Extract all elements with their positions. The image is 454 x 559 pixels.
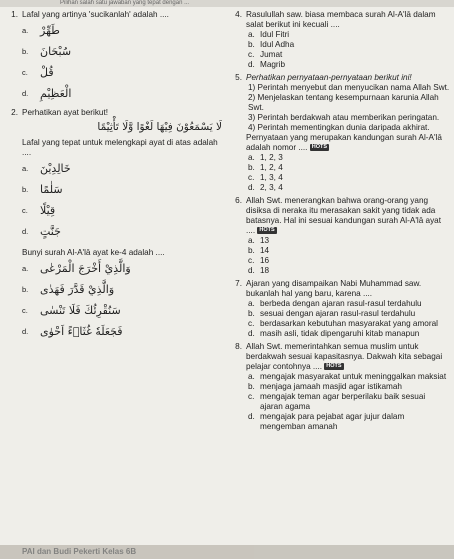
- statement-1: 1) Perintah menyebut dan menyucikan nama Allah Swt.: [248, 83, 450, 92]
- question-number: 2.: [11, 108, 18, 117]
- question-1: [4, 10, 222, 104]
- question-6: [228, 196, 450, 276]
- option-c[interactable]: c. سَنُقْرِئُكَ فَلَا تَنْسٰى: [22, 303, 121, 317]
- question-3: [4, 248, 222, 342]
- option-a[interactable]: a. 13: [248, 236, 270, 245]
- question-number: 4.: [235, 10, 242, 19]
- hots-badge: HOTS: [311, 144, 328, 151]
- question-text: Lafal yang artinya 'sucikanlah' adalah ....: [22, 10, 169, 19]
- option-b[interactable]: b. menjaga jamaah masjid agar istikamah: [248, 382, 402, 391]
- option-b[interactable]: b. sesuai dengan ajaran rasul-rasul terdahulu: [248, 309, 416, 318]
- option-d[interactable]: d. الْعَظِيْمِ: [22, 86, 72, 100]
- question-subtext: Pernyataan yang merupakan kandungan surah Al-A'lā adalah nomor .... HOTS: [246, 133, 442, 152]
- ayat-text: لَا يَسْمَعُوْنَ فِيْهَا لَغْوًا وَّلَا تَأْثِيْمًا: [97, 121, 222, 133]
- option-b[interactable]: b. سُبْحَانَ: [22, 44, 72, 58]
- option-c[interactable]: c. mengajak teman agar berperilaku baik sesuai ajaran agama: [248, 392, 426, 411]
- option-b[interactable]: b. Idul Adha: [248, 40, 295, 49]
- question-text: Allah Swt. menerangkan bahwa orang-orang yang disiksa di neraka itu merasakan sakit yang tidak ada batasnya. Hal ini sesuai kandungan surah Al-A'lā ayat .... HOTS: [246, 196, 442, 235]
- question-number: 1.: [11, 10, 18, 19]
- question-text: Ajaran yang disampaikan Nabi Muhammad saw. bukanlah hal yang baru, karena ....: [246, 279, 422, 298]
- option-d[interactable]: d. جَنَّتٍ: [22, 224, 61, 238]
- option-a[interactable]: a. Idul Fitri: [248, 30, 290, 39]
- header-strip: Pilihan salah satu jawaban yang tepat dengan ...: [0, 0, 454, 7]
- option-d[interactable]: d. 2, 3, 4: [248, 183, 283, 192]
- question-5: [228, 73, 450, 193]
- option-c[interactable]: c. Jumat: [248, 50, 283, 59]
- question-2: [4, 108, 222, 242]
- left-column: [4, 10, 222, 345]
- question-text: Rasulullah saw. biasa membaca surah Al-A'lā dalam salat berikut ini kecuali ....: [246, 10, 436, 29]
- question-number: 8.: [235, 342, 242, 351]
- option-d[interactable]: d. 18: [248, 266, 270, 275]
- option-d[interactable]: d. Magrib: [248, 60, 286, 69]
- question-number: 7.: [235, 279, 242, 288]
- right-column: [228, 10, 450, 435]
- footer-text: PAI dan Budi Pekerti Kelas 6B: [22, 547, 137, 556]
- option-a[interactable]: a. خَالِدِيْنَ: [22, 161, 71, 175]
- question-subtext: Lafal yang tepat untuk melengkapi ayat di atas adalah ....: [22, 138, 218, 157]
- question-text: Allah Swt. memerintahkan semua muslim untuk berdakwah sesuai kapasitasnya. Dakwah kita sebagai pelajar contohnya .... HOTS: [246, 342, 443, 371]
- option-a[interactable]: a. 1, 2, 3: [248, 153, 283, 162]
- option-b[interactable]: b. 1, 2, 4: [248, 163, 283, 172]
- statement-3: 3) Perintah berdakwah atau memberikan peringatan.: [248, 113, 440, 122]
- question-7: [228, 279, 450, 339]
- option-c[interactable]: c. قِيْلًا: [22, 203, 56, 217]
- hots-badge: HOTS: [259, 227, 275, 234]
- statement-2: 2) Menjelaskan tentang kesempurnaan karunia Allah Swt.: [248, 93, 439, 112]
- question-text: Perhatikan ayat berikut!: [22, 108, 109, 117]
- option-d[interactable]: d. فَجَعَلَهٗ غُثَاۤءً اَحْوٰى: [22, 324, 123, 338]
- page-footer: [0, 545, 454, 559]
- hots-badge: HOTS: [326, 363, 342, 370]
- option-d[interactable]: d. masih asli, tidak dipengaruhi kitab manapun: [248, 329, 420, 338]
- option-c[interactable]: c. 16: [248, 256, 270, 265]
- option-a[interactable]: a. mengajak masyarakat untuk meninggalkan maksiat: [248, 372, 447, 381]
- statement-4: 4) Perintah mementingkan dunia daripada akhirat.: [248, 123, 430, 132]
- question-4: [228, 10, 450, 70]
- question-number: 6.: [235, 196, 242, 205]
- option-c[interactable]: c. قُلْ: [22, 65, 54, 79]
- option-a[interactable]: a. طَهِّرْ: [22, 23, 60, 37]
- question-number: 5.: [235, 73, 242, 82]
- option-a[interactable]: a. وَالَّذِيْ أَخْرَجَ الْمَرْعٰى: [22, 261, 131, 275]
- option-d[interactable]: d. mengajak para pejabat agar jujur dalam mengemban amanah: [248, 412, 405, 431]
- option-b[interactable]: b. سَلٰمًا: [22, 182, 63, 196]
- question-text: Perhatikan pernyataan-pernyataan berikut ini!: [246, 73, 412, 82]
- question-8: [228, 342, 450, 432]
- option-a[interactable]: a. berbeda dengan ajaran rasul-rasul terdahulu: [248, 299, 422, 308]
- option-c[interactable]: c. berdasarkan kebutuhan masyarakat yang amoral: [248, 319, 438, 328]
- option-b[interactable]: b. وَالَّذِيْ قَدَّرَ فَهَدٰى: [22, 282, 115, 296]
- option-b[interactable]: b. 14: [248, 246, 270, 255]
- option-c[interactable]: c. 1, 3, 4: [248, 173, 283, 182]
- question-text: Bunyi surah Al-A'lā ayat ke-4 adalah ....: [22, 248, 165, 257]
